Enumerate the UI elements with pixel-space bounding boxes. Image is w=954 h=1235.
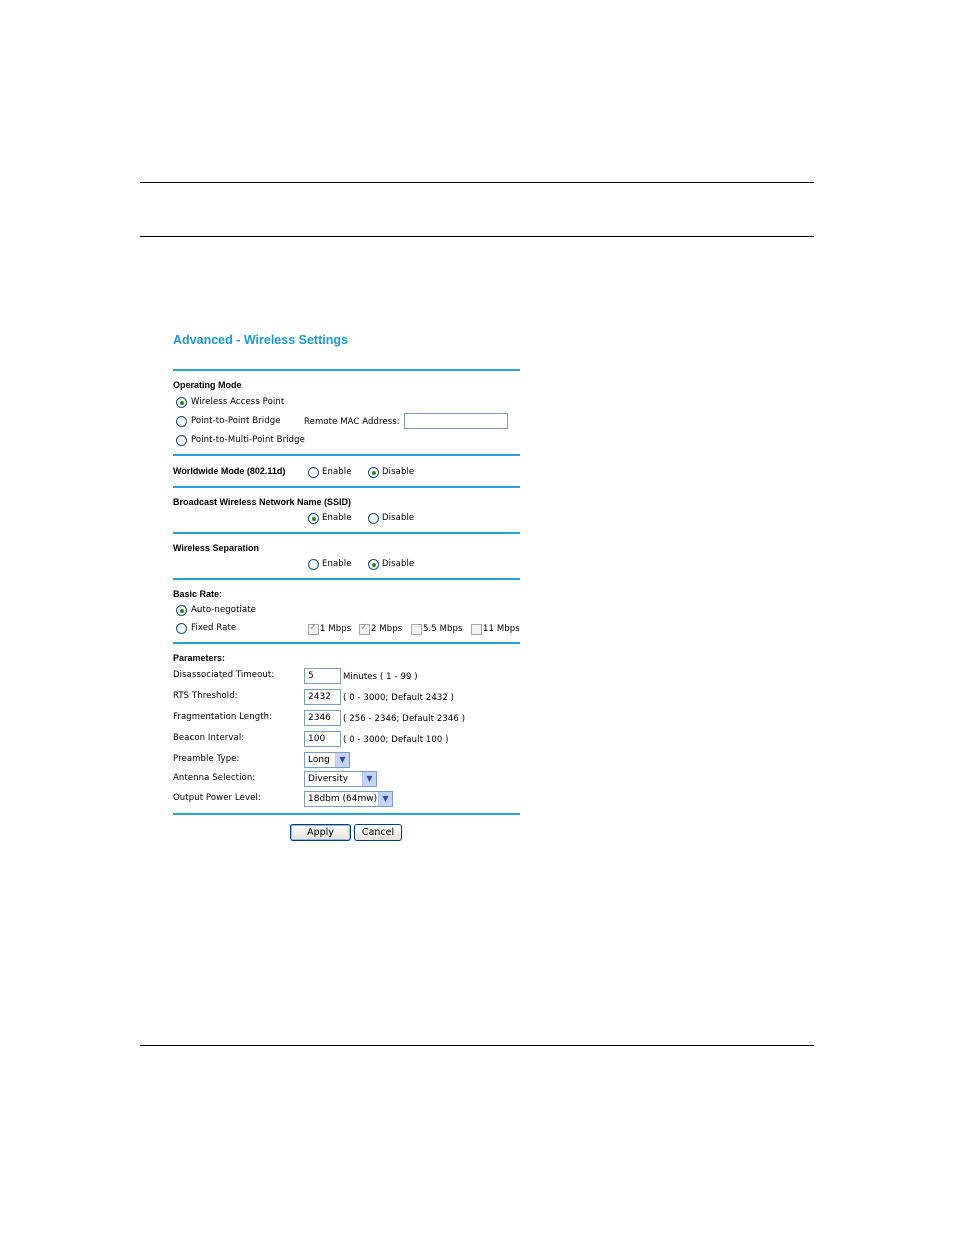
chevron-down-icon[interactable]: ▼ — [362, 772, 376, 786]
section-divider — [173, 642, 520, 644]
checkbox-2-mbps[interactable] — [359, 624, 370, 635]
chevron-down-icon[interactable]: ▼ — [378, 792, 392, 806]
checkbox-label-1-mbps: 1 Mbps — [320, 624, 352, 634]
section-divider — [173, 454, 520, 456]
rts-threshold-input[interactable]: 2432 — [304, 689, 341, 705]
radio-label-fixed-rate: Fixed Rate — [191, 623, 237, 633]
rts-threshold-label: RTS Threshold: — [173, 691, 238, 701]
output-power-level-label: Output Power Level: — [173, 793, 261, 803]
checkbox-label-5-5-mbps: 5.5 Mbps — [423, 624, 463, 634]
beacon-interval-label: Beacon Interval: — [173, 733, 245, 743]
radio-separation-disable[interactable] — [368, 559, 379, 570]
radio-ssid-disable[interactable] — [368, 513, 379, 524]
output-power-level-select[interactable] — [304, 791, 393, 807]
preamble-type-select[interactable] — [304, 752, 350, 768]
output-power-level-value: 18dbm (64mw) — [308, 794, 378, 804]
section-divider — [173, 369, 520, 371]
basic-rate-heading: Basic Rate: — [173, 589, 223, 599]
disassociated-timeout-input[interactable]: 5 — [304, 668, 341, 684]
radio-label-separation-enable: Enable — [322, 559, 352, 569]
remote-mac-label: Remote MAC Address: — [304, 417, 400, 427]
remote-mac-input[interactable] — [404, 413, 508, 429]
antenna-selection-label: Antenna Selection: — [173, 773, 256, 783]
radio-label-point-to-multi-point-bridge: Point-to-Multi-Point Bridge — [191, 435, 305, 445]
radio-label-separation-disable: Disable — [382, 559, 415, 569]
radio-fixed-rate[interactable] — [176, 623, 187, 634]
cancel-button[interactable]: Cancel — [354, 824, 402, 841]
antenna-selection-value: Diversity — [308, 774, 349, 784]
disassociated-timeout-hint: Minutes ( 1 - 99 ) — [343, 672, 418, 682]
wireless-separation-heading: Wireless Separation — [173, 543, 259, 553]
radio-label-worldwide-enable: Enable — [322, 467, 352, 477]
radio-worldwide-enable[interactable] — [308, 467, 319, 478]
radio-separation-enable[interactable] — [308, 559, 319, 570]
beacon-interval-hint: ( 0 - 3000; Default 100 ) — [343, 735, 449, 745]
antenna-selection-select[interactable] — [304, 771, 377, 787]
radio-label-ssid-disable: Disable — [382, 513, 415, 523]
radio-worldwide-disable[interactable] — [368, 467, 379, 478]
section-divider — [173, 578, 520, 580]
radio-auto-negotiate[interactable] — [176, 605, 187, 616]
checkbox-5-5-mbps[interactable] — [411, 624, 422, 635]
section-divider — [173, 813, 520, 815]
section-divider — [173, 486, 520, 488]
header-rule-bottom — [140, 236, 814, 237]
preamble-type-value: Long — [308, 755, 330, 765]
checkbox-label-11-mbps: 11 Mbps — [483, 624, 520, 634]
footer-rule — [140, 1045, 814, 1046]
fragmentation-length-label: Fragmentation Length: — [173, 712, 273, 722]
chevron-down-icon[interactable]: ▼ — [335, 753, 349, 767]
radio-point-to-point-bridge[interactable] — [176, 416, 187, 427]
radio-label-point-to-point-bridge: Point-to-Point Bridge — [191, 416, 281, 426]
broadcast-ssid-heading: Broadcast Wireless Network Name (SSID) — [173, 497, 351, 507]
header-rule-top — [140, 182, 814, 183]
operating-mode-heading: Operating Mode — [173, 380, 242, 390]
radio-label-auto-negotiate: Auto-negotiate — [191, 605, 257, 615]
page-title: Advanced - Wireless Settings — [173, 333, 348, 347]
radio-point-to-multi-point-bridge[interactable] — [176, 435, 187, 446]
radio-label-ssid-enable: Enable — [322, 513, 352, 523]
checkbox-label-2-mbps: 2 Mbps — [371, 624, 403, 634]
section-divider — [173, 532, 520, 534]
disassociated-timeout-label: Disassociated Timeout: — [173, 670, 275, 680]
fragmentation-length-input[interactable]: 2346 — [304, 710, 341, 726]
beacon-interval-input[interactable]: 100 — [304, 731, 341, 747]
checkbox-11-mbps[interactable] — [471, 624, 482, 635]
worldwide-mode-heading: Worldwide Mode (802.11d) — [173, 466, 286, 476]
rts-threshold-hint: ( 0 - 3000; Default 2432 ) — [343, 693, 455, 703]
radio-ssid-enable[interactable] — [308, 513, 319, 524]
fragmentation-length-hint: ( 256 - 2346; Default 2346 ) — [343, 714, 466, 724]
parameters-heading: Parameters: — [173, 653, 226, 663]
apply-button[interactable]: Apply — [290, 824, 351, 841]
radio-wireless-access-point[interactable] — [176, 397, 187, 408]
radio-label-wireless-access-point: Wireless Access Point — [191, 397, 285, 407]
preamble-type-label: Preamble Type: — [173, 754, 240, 764]
radio-label-worldwide-disable: Disable — [382, 467, 415, 477]
checkbox-1-mbps[interactable] — [308, 624, 319, 635]
